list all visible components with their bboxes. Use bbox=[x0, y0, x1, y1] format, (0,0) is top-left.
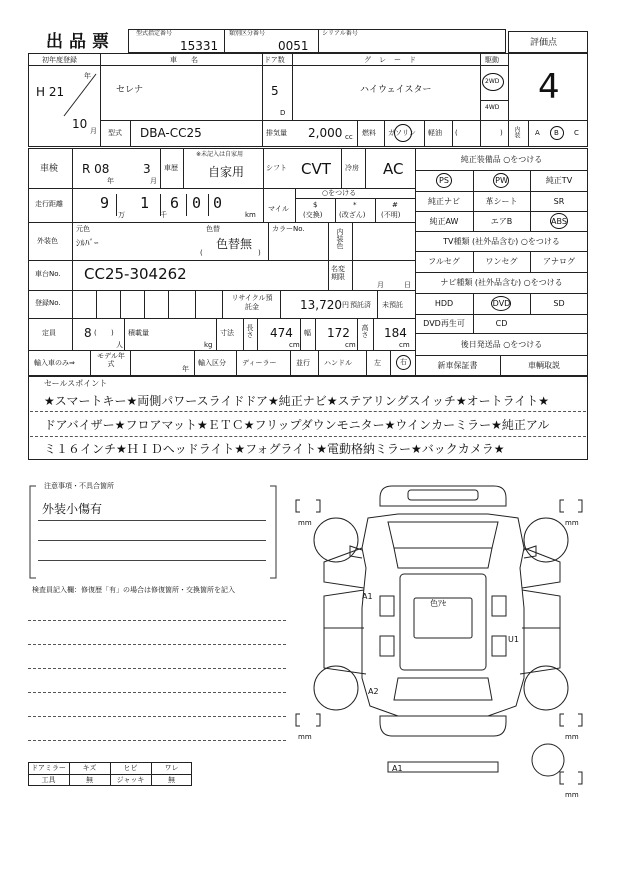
missing-h-1: キズ bbox=[82, 764, 97, 772]
equip-sr: SR bbox=[553, 196, 565, 206]
mileage-man: 万 bbox=[118, 211, 125, 219]
dims-label: 寸法 bbox=[220, 329, 234, 337]
doors-label: ドア数 bbox=[264, 56, 285, 64]
tire-mm-rr: mm bbox=[565, 733, 579, 741]
doors-value: 5 bbox=[271, 84, 279, 98]
equip-ps-circled bbox=[436, 173, 452, 188]
displacement-value: 2,000 bbox=[308, 126, 343, 140]
page-title: 出品票 bbox=[46, 32, 115, 52]
import-label: 輸入車のみ⇒ bbox=[34, 359, 75, 367]
score-value: 4 bbox=[538, 67, 560, 107]
first-reg-month-unit: 月 bbox=[90, 127, 97, 135]
car-name-value: セレナ bbox=[116, 85, 144, 95]
interior-c: C bbox=[574, 129, 579, 137]
capacity-paren-close: ) bbox=[111, 329, 114, 337]
bracket-close: ) bbox=[500, 129, 503, 137]
shift-label: シフト bbox=[266, 164, 287, 172]
first-reg-label: 初年度登録 bbox=[42, 56, 77, 64]
mileage-digit-3: 6 bbox=[170, 194, 180, 212]
tire-mm-fr: mm bbox=[565, 519, 579, 527]
handle-left: 左 bbox=[374, 359, 381, 367]
recycle-label: リサイクル預託金 bbox=[231, 294, 273, 312]
wid-cm: cm bbox=[345, 341, 356, 349]
lot-label: 型式指定番号 bbox=[136, 30, 173, 37]
chassis-label: 車台No. bbox=[35, 270, 61, 278]
import-class-label: 輸入区分 bbox=[198, 359, 226, 367]
shaken-year: R 08 bbox=[82, 162, 110, 176]
equip-pw-circled bbox=[493, 173, 509, 188]
hgt-label: 高さ bbox=[361, 324, 369, 338]
load-label: 積載量 bbox=[128, 329, 149, 337]
class-value: 0051 bbox=[278, 39, 309, 53]
capacity-unit: 人 bbox=[116, 341, 123, 349]
missing-h-3: ワレ bbox=[164, 764, 179, 772]
history-value: 自家用 bbox=[208, 165, 245, 179]
history-note: ※未記入は自家用 bbox=[196, 151, 244, 158]
equip-abs-circled bbox=[550, 213, 568, 229]
exch-sym: $ bbox=[313, 201, 318, 209]
altered-sym: * bbox=[353, 201, 357, 209]
bracket-open: ( bbox=[455, 129, 458, 137]
model-value: DBA-CC25 bbox=[140, 126, 202, 140]
mileage-digit-2: 1 bbox=[140, 194, 150, 212]
tv-analog: アナログ bbox=[543, 257, 575, 266]
lot-value: 15331 bbox=[180, 39, 219, 53]
navi-hdd: HDD bbox=[434, 299, 454, 308]
header-id-frame bbox=[128, 29, 506, 53]
mileage-digit-1: 9 bbox=[100, 194, 110, 212]
dealer-label: ディーラー bbox=[242, 359, 277, 367]
fuel-label: 燃料 bbox=[362, 129, 376, 137]
capacity-paren: ( bbox=[94, 329, 97, 337]
shaken-month: 3 bbox=[143, 162, 151, 176]
mileage-unit: km bbox=[245, 211, 256, 219]
tire-mm-rl: mm bbox=[298, 733, 312, 741]
drive-label: 駆動 bbox=[485, 56, 499, 64]
unknown-sym: # bbox=[392, 201, 398, 209]
repaint-label: 色替 bbox=[206, 225, 220, 233]
repaint-value: 色替無 bbox=[216, 237, 253, 251]
shaken-year-unit: 年 bbox=[107, 177, 114, 185]
displacement-unit: cc bbox=[345, 133, 353, 141]
missing-v-2: ジャッキ bbox=[116, 776, 145, 784]
first-reg-month: 10 bbox=[72, 117, 88, 131]
sales-label: セールスポイント bbox=[44, 379, 108, 388]
drive-4wd: 4WD bbox=[485, 104, 500, 111]
navi-dvd: DVD bbox=[492, 299, 511, 308]
displacement-label: 排気量 bbox=[266, 129, 287, 137]
capacity-value: 8 bbox=[84, 326, 92, 340]
len-cm: cm bbox=[289, 341, 300, 349]
sales-line-2: ドアバイザー★フロアマット★ＥＴＣ★フリップダウンモニター★ウインカーミラー★純正アル bbox=[44, 418, 550, 432]
mileage-sen: 千 bbox=[160, 211, 167, 219]
drive-2wd: 2WD bbox=[485, 78, 500, 85]
mark-a2: A2 bbox=[368, 687, 379, 696]
sales-line-3: ミ１６インチ★ＨＩＤヘッドライト★フォグライト★電動格納ミラー★バックカメラ★ bbox=[44, 442, 505, 456]
exch-label: (交換) bbox=[303, 211, 323, 219]
recycle-paid: 預託済 bbox=[350, 301, 371, 309]
missing-v-0: 工具 bbox=[41, 776, 56, 784]
light-oil-label: 軽油 bbox=[428, 129, 442, 137]
tire-mm-fl: mm bbox=[298, 519, 312, 527]
later-title: 後日発送品 ○をつける bbox=[460, 339, 543, 349]
interior-b: B bbox=[554, 129, 559, 137]
mileage-digit-4: 0 bbox=[192, 194, 202, 212]
hgt-cm: cm bbox=[399, 341, 410, 349]
missing-h-2: ヒビ bbox=[123, 764, 138, 772]
later-warranty: 新車保証書 bbox=[437, 361, 478, 370]
class-label: 類別区分番号 bbox=[229, 30, 266, 37]
tv-fullseg: フルセグ bbox=[428, 257, 460, 266]
model-year-unit: 年 bbox=[182, 365, 189, 373]
missing-h-0: ドアミラー bbox=[31, 764, 66, 772]
repaint-paren-close: ) bbox=[258, 249, 261, 257]
notes-bracket bbox=[28, 482, 288, 582]
handle-label: ハンドル bbox=[324, 359, 352, 367]
orig-color-label: 元色 bbox=[76, 225, 90, 233]
navi-cd: CD bbox=[495, 319, 508, 328]
equip-ps: PS bbox=[439, 176, 449, 185]
mileage-digit-5: 0 bbox=[213, 194, 223, 212]
mark-u1: U1 bbox=[508, 635, 519, 644]
nc-month: 月 bbox=[377, 281, 384, 289]
cooler-label: 冷房 bbox=[345, 164, 359, 172]
equip-navi: 純正ナビ bbox=[428, 196, 460, 206]
model-label: 型式 bbox=[108, 129, 122, 137]
parallel-label: 並行 bbox=[296, 359, 310, 367]
tire-mm-spare: mm bbox=[565, 791, 579, 799]
navi-type-title: ナビ種類 (社外品含む) ○をつける bbox=[440, 278, 563, 287]
equip-abs: ABS bbox=[551, 216, 567, 226]
equip-leather: 革シート bbox=[485, 196, 518, 206]
missing-v-1: 無 bbox=[86, 776, 93, 784]
len-label: 長さ bbox=[246, 324, 254, 338]
shift-value: CVT bbox=[301, 160, 331, 178]
regno-label: 登録No. bbox=[35, 299, 61, 307]
tv-type-title: TV種類 (社外品含む) ○をつける bbox=[443, 236, 560, 246]
grade-value: ハイウェイスター bbox=[360, 85, 432, 95]
color-label: 外装色 bbox=[37, 237, 58, 245]
model-year-label: モデル年式 bbox=[97, 352, 125, 369]
navi-dvd-play: DVD再生可 bbox=[423, 319, 465, 328]
recycle-unpaid: 未預託 bbox=[382, 301, 403, 309]
equip-tv: 純正TV bbox=[545, 176, 573, 185]
mark-fade: 色ｱｾ bbox=[430, 599, 446, 608]
nc-day: 日 bbox=[404, 281, 411, 289]
interior-a: A bbox=[535, 129, 540, 137]
wid-label: 幅 bbox=[304, 329, 311, 337]
wid-value: 172 bbox=[327, 326, 350, 340]
chassis-value: CC25-304262 bbox=[84, 265, 187, 283]
cooler-value: AC bbox=[383, 160, 404, 178]
repaint-paren-open: ( bbox=[200, 249, 203, 257]
grade-label: グレード bbox=[364, 56, 424, 64]
equip-title: 純正装備品 ○をつける bbox=[460, 154, 543, 164]
shaken-month-unit: 月 bbox=[150, 177, 157, 185]
unknown-label: (不明) bbox=[381, 211, 401, 219]
notes-line-1: 外装小傷有 bbox=[42, 502, 103, 516]
fuel-value: ガソリン bbox=[388, 129, 416, 137]
interior-label: 内装 bbox=[513, 126, 520, 138]
navi-sd: SD bbox=[553, 299, 565, 308]
car-diagram bbox=[288, 478, 598, 818]
handle-right: 右 bbox=[400, 358, 407, 366]
name-change-label: 名変期限 bbox=[331, 265, 345, 282]
first-reg-era: H 21 bbox=[36, 85, 65, 99]
hgt-value: 184 bbox=[384, 326, 407, 340]
shaken-label: 車検 bbox=[40, 164, 59, 174]
sales-line-1: ★スマートキー★両側パワースライドドア★純正ナビ★ステアリングスイッチ★オートライト★ bbox=[44, 394, 550, 408]
int-color-label: 内装色 bbox=[336, 228, 344, 249]
first-reg-slash bbox=[60, 70, 100, 120]
notes-label: 注意事項・不具合箇所 bbox=[44, 482, 114, 490]
history-label: 車歴 bbox=[164, 164, 178, 172]
len-value: 474 bbox=[270, 326, 293, 340]
tv-oneseg: ワンセグ bbox=[485, 257, 518, 266]
mark-a1-front: A1 bbox=[362, 592, 373, 601]
doors-suffix: D bbox=[280, 109, 286, 117]
load-unit: kg bbox=[204, 341, 213, 349]
mileage-label: 走行距離 bbox=[35, 200, 63, 208]
first-reg-year-unit: 年 bbox=[84, 72, 91, 80]
capacity-label: 定員 bbox=[42, 329, 56, 337]
orig-color-value: ｼﾙﾊﾞｰ bbox=[76, 239, 99, 249]
mile-label: マイル bbox=[268, 205, 289, 213]
equip-aw: 純正AW bbox=[429, 216, 459, 226]
equip-airbag: エアB bbox=[490, 216, 513, 226]
color-no-label: カラーNo. bbox=[272, 225, 305, 233]
recycle-unit: 円 bbox=[342, 301, 349, 309]
mark-a1-rear: A1 bbox=[392, 764, 403, 773]
serial-label: シリアル番号 bbox=[322, 30, 358, 37]
navi-dvd-circled bbox=[491, 296, 511, 311]
inspector-label: 検査員記入欄：修復歴「有」の場合は修復箇所・交換箇所を記入 bbox=[32, 586, 235, 594]
recycle-value: 13,720 bbox=[300, 298, 342, 312]
missing-v-3: 無 bbox=[168, 776, 175, 784]
score-label: 評価点 bbox=[530, 38, 558, 48]
car-name-label: 車名 bbox=[170, 56, 212, 64]
altered-label: (改ざん) bbox=[339, 211, 366, 219]
later-manual: 車輌取説 bbox=[528, 361, 560, 370]
attach-note: ○をつける bbox=[322, 189, 357, 197]
equip-pw: PW bbox=[495, 176, 508, 185]
